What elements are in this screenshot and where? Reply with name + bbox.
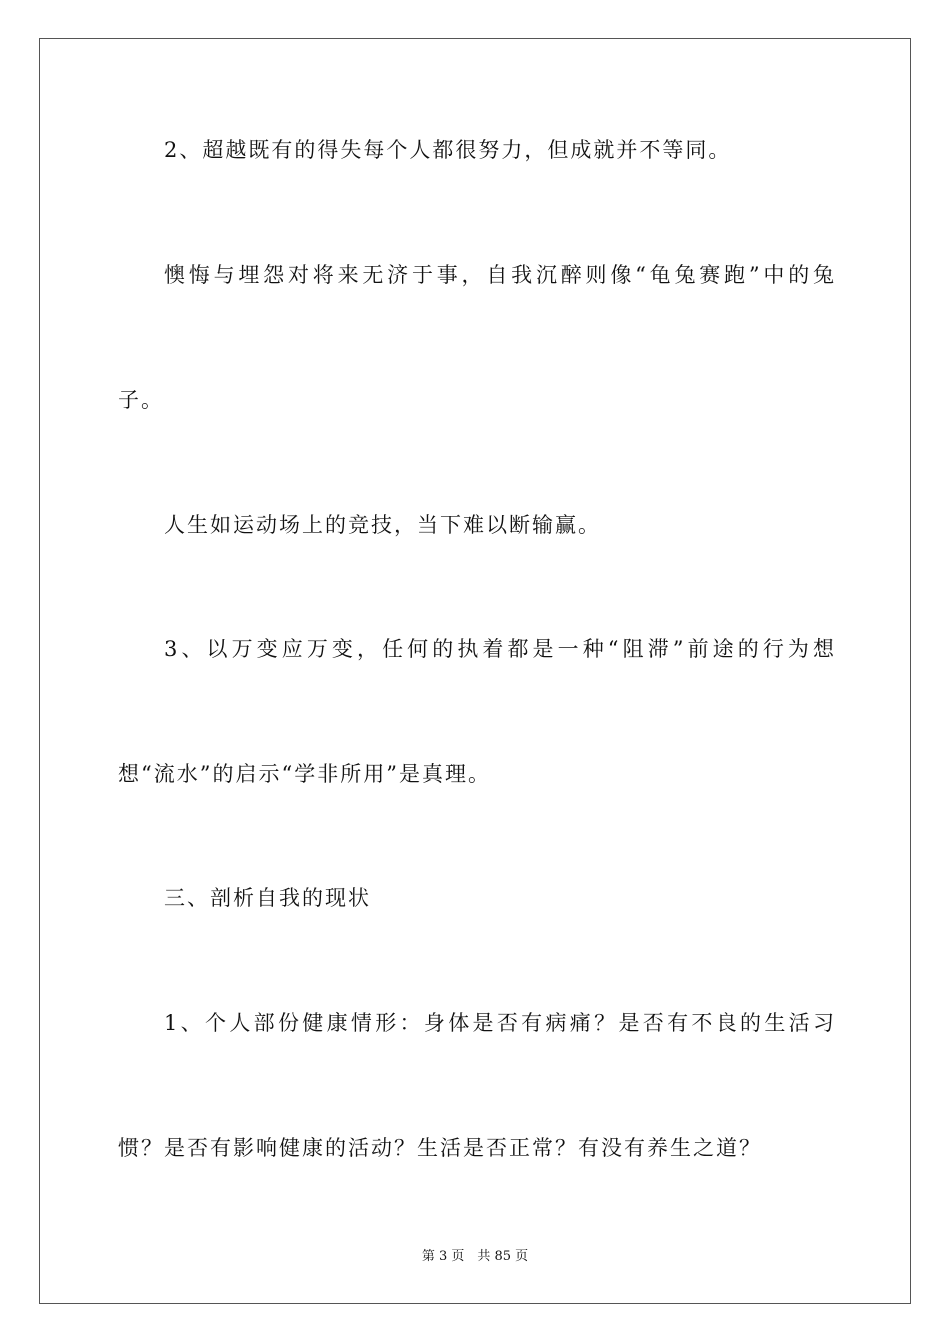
text-line-4: 人生如运动场上的竞技，当下难以断输赢。 xyxy=(164,513,601,537)
page-footer: 第 3 页 共 85 页 xyxy=(421,1249,529,1264)
text-line-9: 惯？是否有影响健康的活动？生活是否正常？有没有养生之道？ xyxy=(118,1136,762,1160)
text-line-2: 懊悔与埋怨对将来无济于事，自我沉醉则像“龟兔赛跑”中的兔 xyxy=(164,263,834,287)
page-border xyxy=(39,38,911,1304)
text-line-6: 想“流水”的启示“学非所用”是真理。 xyxy=(118,762,491,786)
section-heading: 三、剖析自我的现状 xyxy=(164,886,371,910)
text-line-3: 子。 xyxy=(118,388,164,412)
text-line-1: 2、超越既有的得失每个人都很努力，但成就并不等同。 xyxy=(164,138,732,162)
text-line-8: 1、个人部份健康情形：身体是否有病痛？是否有不良的生活习 xyxy=(164,1011,834,1035)
text-line-5: 3、以万变应万变，任何的执着都是一种“阻滞”前途的行为想 xyxy=(164,637,834,661)
